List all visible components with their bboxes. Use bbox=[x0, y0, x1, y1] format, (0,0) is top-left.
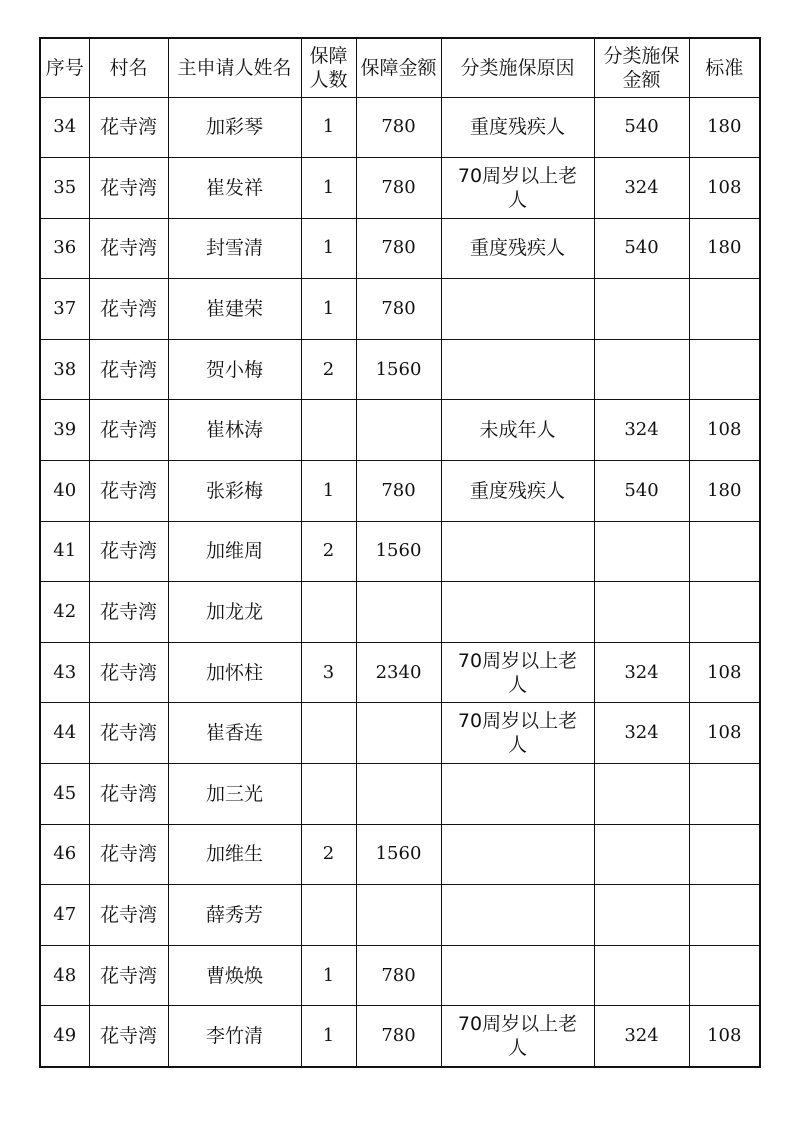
cell-classification-reason bbox=[441, 885, 594, 946]
cell-covered-amount: 780 bbox=[356, 97, 441, 158]
cell-classification-amount bbox=[594, 339, 689, 400]
cell-covered-amount bbox=[356, 582, 441, 643]
cell-classification-amount bbox=[594, 279, 689, 340]
cell-classification-amount: 324 bbox=[594, 400, 689, 461]
cell-covered-amount: 1560 bbox=[356, 521, 441, 582]
table-row bbox=[40, 97, 760, 158]
cell-village-name: 花寺湾 bbox=[89, 1006, 168, 1067]
table-row bbox=[40, 824, 760, 885]
subsidy-table bbox=[39, 37, 761, 1068]
cell-serial-number: 46 bbox=[40, 824, 89, 885]
cell-applicant-name: 封雪清 bbox=[168, 218, 301, 279]
cell-classification-reason bbox=[441, 945, 594, 1006]
cell-covered-amount: 1560 bbox=[356, 824, 441, 885]
cell-classification-amount bbox=[594, 764, 689, 825]
cell-classification-reason: 重度残疾人 bbox=[441, 461, 594, 522]
cell-covered-amount bbox=[356, 885, 441, 946]
cell-classification-reason bbox=[441, 279, 594, 340]
cell-village-name: 花寺湾 bbox=[89, 642, 168, 703]
cell-covered-persons: 2 bbox=[301, 521, 356, 582]
cell-village-name: 花寺湾 bbox=[89, 218, 168, 279]
cell-classification-reason: 重度残疾人 bbox=[441, 218, 594, 279]
cell-village-name: 花寺湾 bbox=[89, 97, 168, 158]
table-row bbox=[40, 764, 760, 825]
table-row bbox=[40, 158, 760, 219]
cell-village-name: 花寺湾 bbox=[89, 400, 168, 461]
cell-classification-reason: 70周岁以上老人 bbox=[441, 158, 594, 219]
header-serial-number: 序号 bbox=[40, 38, 89, 97]
document-page bbox=[39, 37, 759, 1068]
cell-applicant-name: 崔建荣 bbox=[168, 279, 301, 340]
table-row bbox=[40, 461, 760, 522]
cell-village-name: 花寺湾 bbox=[89, 824, 168, 885]
cell-serial-number: 48 bbox=[40, 945, 89, 1006]
cell-covered-amount: 780 bbox=[356, 461, 441, 522]
cell-classification-reason: 70周岁以上老人 bbox=[441, 703, 594, 764]
cell-village-name: 花寺湾 bbox=[89, 521, 168, 582]
cell-serial-number: 42 bbox=[40, 582, 89, 643]
cell-serial-number: 49 bbox=[40, 1006, 89, 1067]
table-header-row bbox=[40, 38, 760, 97]
header-applicant-name: 主申请人姓名 bbox=[168, 38, 301, 97]
cell-standard: 108 bbox=[689, 1006, 760, 1067]
cell-standard: 108 bbox=[689, 158, 760, 219]
cell-standard: 108 bbox=[689, 400, 760, 461]
cell-covered-persons bbox=[301, 703, 356, 764]
cell-village-name: 花寺湾 bbox=[89, 945, 168, 1006]
cell-serial-number: 34 bbox=[40, 97, 89, 158]
cell-standard bbox=[689, 885, 760, 946]
cell-serial-number: 36 bbox=[40, 218, 89, 279]
cell-covered-persons: 3 bbox=[301, 642, 356, 703]
cell-applicant-name: 加维周 bbox=[168, 521, 301, 582]
cell-covered-persons: 1 bbox=[301, 279, 356, 340]
header-standard: 标准 bbox=[689, 38, 760, 97]
cell-standard bbox=[689, 339, 760, 400]
cell-covered-persons: 2 bbox=[301, 339, 356, 400]
cell-standard: 108 bbox=[689, 703, 760, 764]
cell-standard bbox=[689, 582, 760, 643]
cell-classification-amount bbox=[594, 885, 689, 946]
table-row bbox=[40, 642, 760, 703]
cell-covered-amount: 2340 bbox=[356, 642, 441, 703]
cell-applicant-name: 加三光 bbox=[168, 764, 301, 825]
table-row bbox=[40, 279, 760, 340]
cell-classification-reason bbox=[441, 582, 594, 643]
header-covered-amount: 保障金额 bbox=[356, 38, 441, 97]
cell-applicant-name: 加怀柱 bbox=[168, 642, 301, 703]
cell-standard: 108 bbox=[689, 642, 760, 703]
cell-serial-number: 35 bbox=[40, 158, 89, 219]
cell-classification-amount bbox=[594, 521, 689, 582]
header-classification-reason: 分类施保原因 bbox=[441, 38, 594, 97]
cell-village-name: 花寺湾 bbox=[89, 279, 168, 340]
cell-covered-persons bbox=[301, 582, 356, 643]
cell-classification-reason: 70周岁以上老人 bbox=[441, 1006, 594, 1067]
cell-village-name: 花寺湾 bbox=[89, 582, 168, 643]
cell-standard: 180 bbox=[689, 461, 760, 522]
cell-classification-reason bbox=[441, 824, 594, 885]
cell-covered-persons: 1 bbox=[301, 158, 356, 219]
cell-covered-persons bbox=[301, 400, 356, 461]
table-row bbox=[40, 218, 760, 279]
cell-serial-number: 41 bbox=[40, 521, 89, 582]
cell-applicant-name: 张彩梅 bbox=[168, 461, 301, 522]
cell-standard bbox=[689, 279, 760, 340]
cell-classification-amount bbox=[594, 824, 689, 885]
cell-village-name: 花寺湾 bbox=[89, 339, 168, 400]
cell-village-name: 花寺湾 bbox=[89, 703, 168, 764]
cell-serial-number: 45 bbox=[40, 764, 89, 825]
cell-covered-persons: 2 bbox=[301, 824, 356, 885]
header-covered-persons: 保障人数 bbox=[301, 38, 356, 97]
cell-classification-amount: 324 bbox=[594, 703, 689, 764]
cell-applicant-name: 加彩琴 bbox=[168, 97, 301, 158]
cell-village-name: 花寺湾 bbox=[89, 885, 168, 946]
cell-classification-reason bbox=[441, 521, 594, 582]
cell-applicant-name: 贺小梅 bbox=[168, 339, 301, 400]
cell-classification-reason: 重度残疾人 bbox=[441, 97, 594, 158]
cell-classification-amount: 540 bbox=[594, 461, 689, 522]
table-row bbox=[40, 582, 760, 643]
table-row bbox=[40, 339, 760, 400]
cell-applicant-name: 加龙龙 bbox=[168, 582, 301, 643]
cell-applicant-name: 加维生 bbox=[168, 824, 301, 885]
cell-standard: 180 bbox=[689, 97, 760, 158]
cell-classification-reason bbox=[441, 339, 594, 400]
cell-covered-amount bbox=[356, 764, 441, 825]
cell-covered-amount: 1560 bbox=[356, 339, 441, 400]
cell-covered-amount: 780 bbox=[356, 218, 441, 279]
cell-standard bbox=[689, 764, 760, 825]
cell-classification-amount: 324 bbox=[594, 1006, 689, 1067]
cell-serial-number: 47 bbox=[40, 885, 89, 946]
cell-covered-amount bbox=[356, 703, 441, 764]
cell-classification-amount: 540 bbox=[594, 218, 689, 279]
table-row bbox=[40, 703, 760, 764]
header-classification-amount: 分类施保金额 bbox=[594, 38, 689, 97]
cell-covered-persons: 1 bbox=[301, 945, 356, 1006]
cell-village-name: 花寺湾 bbox=[89, 764, 168, 825]
cell-village-name: 花寺湾 bbox=[89, 461, 168, 522]
cell-covered-persons: 1 bbox=[301, 218, 356, 279]
cell-covered-persons bbox=[301, 764, 356, 825]
cell-classification-reason bbox=[441, 764, 594, 825]
cell-classification-amount: 324 bbox=[594, 642, 689, 703]
cell-covered-persons: 1 bbox=[301, 97, 356, 158]
cell-covered-amount bbox=[356, 400, 441, 461]
cell-classification-amount bbox=[594, 945, 689, 1006]
cell-standard bbox=[689, 824, 760, 885]
cell-serial-number: 37 bbox=[40, 279, 89, 340]
cell-covered-amount: 780 bbox=[356, 158, 441, 219]
cell-covered-persons bbox=[301, 885, 356, 946]
header-village-name: 村名 bbox=[89, 38, 168, 97]
cell-applicant-name: 崔发祥 bbox=[168, 158, 301, 219]
table-body bbox=[40, 97, 760, 1067]
cell-covered-amount: 780 bbox=[356, 945, 441, 1006]
cell-standard bbox=[689, 945, 760, 1006]
cell-covered-persons: 1 bbox=[301, 1006, 356, 1067]
cell-standard bbox=[689, 521, 760, 582]
cell-classification-reason: 未成年人 bbox=[441, 400, 594, 461]
cell-village-name: 花寺湾 bbox=[89, 158, 168, 219]
cell-classification-reason: 70周岁以上老人 bbox=[441, 642, 594, 703]
cell-covered-amount: 780 bbox=[356, 1006, 441, 1067]
cell-serial-number: 43 bbox=[40, 642, 89, 703]
cell-standard: 180 bbox=[689, 218, 760, 279]
cell-serial-number: 44 bbox=[40, 703, 89, 764]
cell-serial-number: 38 bbox=[40, 339, 89, 400]
cell-applicant-name: 李竹清 bbox=[168, 1006, 301, 1067]
cell-covered-amount: 780 bbox=[356, 279, 441, 340]
cell-serial-number: 39 bbox=[40, 400, 89, 461]
table-row bbox=[40, 521, 760, 582]
cell-applicant-name: 曹焕焕 bbox=[168, 945, 301, 1006]
cell-applicant-name: 崔香连 bbox=[168, 703, 301, 764]
table-row bbox=[40, 885, 760, 946]
table-row bbox=[40, 945, 760, 1006]
cell-classification-amount: 540 bbox=[594, 97, 689, 158]
table-row bbox=[40, 1006, 760, 1067]
cell-serial-number: 40 bbox=[40, 461, 89, 522]
table-row bbox=[40, 400, 760, 461]
cell-applicant-name: 薛秀芳 bbox=[168, 885, 301, 946]
cell-classification-amount: 324 bbox=[594, 158, 689, 219]
cell-covered-persons: 1 bbox=[301, 461, 356, 522]
cell-classification-amount bbox=[594, 582, 689, 643]
cell-applicant-name: 崔林涛 bbox=[168, 400, 301, 461]
